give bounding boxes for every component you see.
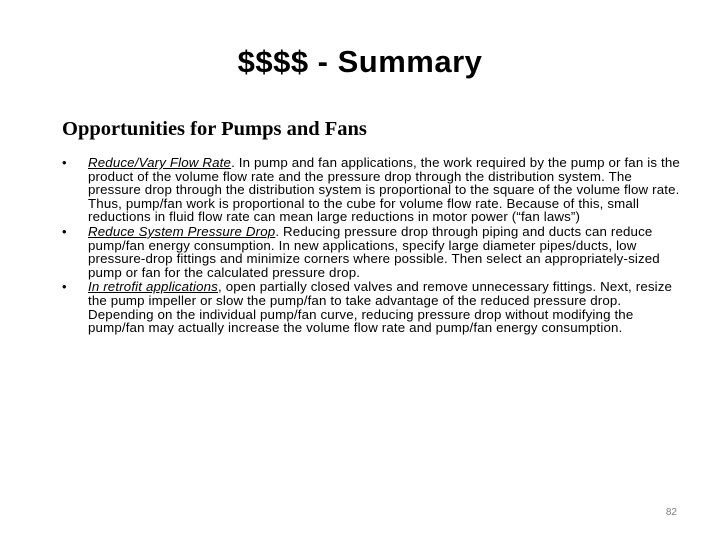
bullet-list: [62, 156, 682, 336]
bullet-text: . In pump and fan applications, the work required by the pump or fan is the product of the volume flow rate and the pressure drop through the distribution system. The pressure drop through the distribution system is proportional to the square of the volume flow rate. Thus, pump/fan work is proportional to the cube for volume flow rate. Because of this, small reductions in fluid flow rate can mean large reductions in motor power (“fan laws”): [88, 155, 680, 225]
slide-subtitle: Opportunities for Pumps and Fans: [62, 118, 367, 140]
bullet-item-retrofit: [62, 280, 682, 334]
bullet-icon: •: [62, 223, 67, 239]
bullet-icon: •: [62, 155, 67, 170]
bullet-lead: In retrofit applications: [88, 279, 218, 295]
bullet-icon: •: [62, 279, 67, 295]
bullet-lead: Reduce System Pressure Drop: [88, 223, 276, 239]
slide-title: $$$$ - Summary: [237, 44, 483, 79]
bullet-text: , open partially closed valves and remove unnecessary fittings. Next, resize the pump impeller or slow the pump/fan to take advantage of the reduced pressure drop. Depending on the individual pump/fan curve, reducing pressure drop without modifying the pump/fan may actually increase the volume flow rate and pump/fan energy consumption.: [88, 279, 673, 336]
bullet-text: . Reducing pressure drop through piping and ducts can reduce pump/fan energy consumption. In new applications, specify large diameter pipes/ducts, low pressure-drop fittings and minimize corners where possible. Then select an appropriately-sized pump or fan for the calculated pressure drop.: [88, 223, 660, 280]
bullet-item-reduce-pressure-drop: [62, 225, 682, 279]
bullet-item-reduce-flow-rate: [62, 156, 682, 224]
page-number: 82: [665, 507, 677, 518]
bullet-lead: Reduce/Vary Flow Rate: [88, 155, 232, 170]
